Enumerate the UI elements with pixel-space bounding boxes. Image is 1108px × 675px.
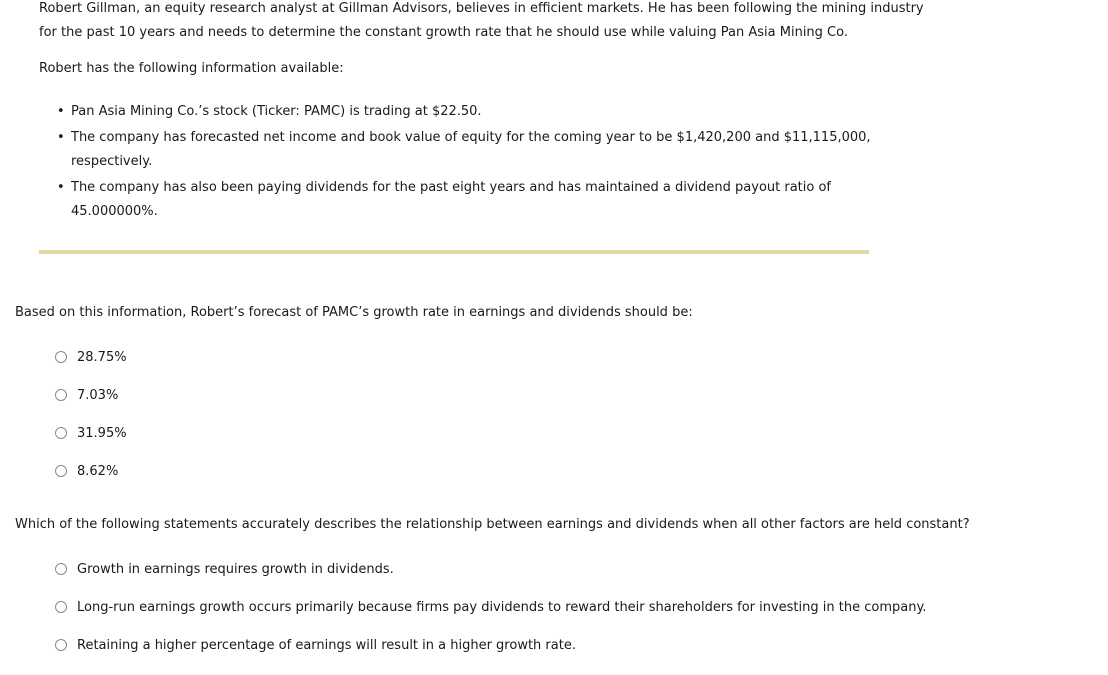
intro-line-2: for the past 10 years and needs to determine the constant growth rate that he should use while valuing Pan Asia Mining Co. bbox=[39, 25, 848, 40]
radio-button[interactable] bbox=[55, 601, 67, 613]
bullet-text: The company has forecasted net income and book value of equity for the coming year to be $1,420,200 and $11,115,000, bbox=[71, 130, 871, 145]
bullet-payout-ratio bbox=[57, 176, 871, 224]
intro-line-1: Robert Gillman, an equity research analyst at Gillman Advisors, believes in efficient markets. He has been following the mining industry bbox=[39, 1, 924, 16]
bullet-net-income bbox=[57, 126, 871, 174]
bullet-text: The company has also been paying dividends for the past eight years and has maintained a dividend payout ratio of bbox=[71, 180, 832, 195]
bullet-text-cont: respectively. bbox=[71, 154, 153, 169]
radio-button[interactable] bbox=[55, 427, 67, 439]
bullet-dot-icon: • bbox=[57, 180, 65, 195]
info-bullet-list bbox=[57, 100, 871, 226]
radio-button[interactable] bbox=[55, 639, 67, 651]
q1-option-2[interactable] bbox=[55, 385, 118, 405]
q1-option-4[interactable] bbox=[55, 461, 118, 481]
radio-button[interactable] bbox=[55, 389, 67, 401]
radio-button[interactable] bbox=[55, 563, 67, 575]
q2-option-1[interactable] bbox=[55, 559, 394, 579]
option-label: 7.03% bbox=[77, 387, 119, 403]
bullet-text: Pan Asia Mining Co.’s stock (Ticker: PAMC) is trading at $22.50. bbox=[71, 104, 482, 119]
option-label: 8.62% bbox=[77, 463, 119, 479]
section-divider bbox=[39, 250, 869, 254]
option-label: 28.75% bbox=[77, 349, 127, 365]
bullet-dot-icon: • bbox=[57, 104, 65, 119]
question-1-text: Based on this information, Robert’s forecast of PAMC’s growth rate in earnings and dividends should be: bbox=[15, 305, 693, 320]
option-label: Retaining a higher percentage of earnings will result in a higher growth rate. bbox=[77, 637, 576, 653]
q1-option-3[interactable] bbox=[55, 423, 127, 443]
q1-option-1[interactable] bbox=[55, 347, 127, 367]
question-2-text: Which of the following statements accurately describes the relationship between earnings and dividends when all other factors are held constant? bbox=[15, 517, 970, 532]
info-heading: Robert has the following information available: bbox=[39, 61, 344, 76]
q2-option-2[interactable] bbox=[55, 597, 926, 617]
option-label: Growth in earnings requires growth in dividends. bbox=[77, 561, 394, 577]
option-label: Long-run earnings growth occurs primarily because firms pay dividends to reward their shareholders for investing in the company. bbox=[77, 599, 927, 615]
bullet-dot-icon: • bbox=[57, 130, 65, 145]
radio-button[interactable] bbox=[55, 465, 67, 477]
radio-button[interactable] bbox=[55, 351, 67, 363]
q2-option-3[interactable] bbox=[55, 635, 576, 655]
option-label: 31.95% bbox=[77, 425, 127, 441]
bullet-stock-price bbox=[57, 100, 871, 124]
bullet-text-cont: 45.000000%. bbox=[71, 204, 158, 219]
